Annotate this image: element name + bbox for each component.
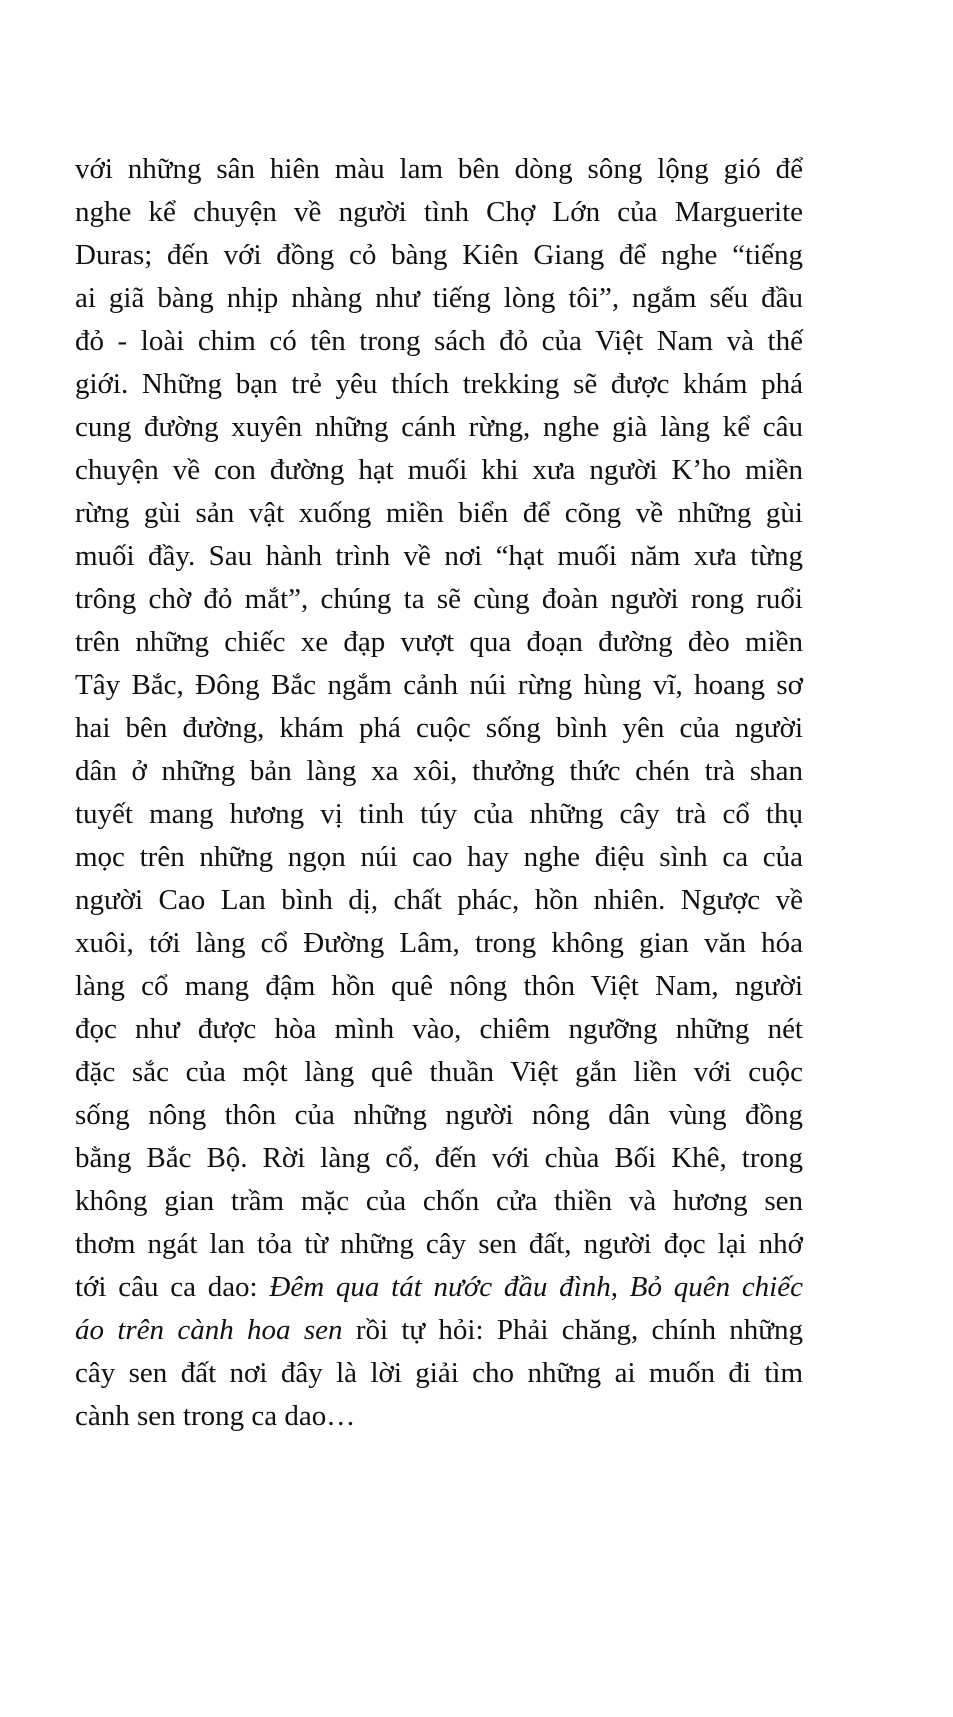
text-line <box>75 793 803 836</box>
text-line <box>75 1137 803 1180</box>
text-line <box>75 922 803 965</box>
text-segment: muối đầy. Sau hành trình về nơi “hạt muối năm xưa từng <box>75 540 803 572</box>
italic-quote: áo trên cành hoa sen <box>75 1314 343 1346</box>
text-line <box>75 1223 803 1266</box>
italic-quote: Đêm qua tát nước đầu đình, Bỏ quên chiếc <box>269 1271 803 1303</box>
text-line <box>75 535 803 578</box>
text-segment: không gian trầm mặc của chốn cửa thiền và hương sen <box>75 1185 803 1217</box>
text-line <box>75 492 803 535</box>
text-segment: rồi tự hỏi: Phải chăng, chính những <box>342 1314 803 1346</box>
text-segment: rừng gùi sản vật xuống miền biển để cõng về những gùi <box>75 497 803 529</box>
text-line <box>75 836 803 879</box>
text-segment: dân ở những bản làng xa xôi, thưởng thức chén trà shan <box>75 755 803 787</box>
text-segment: Duras; đến với đồng cỏ bàng Kiên Giang để nghe “tiếng <box>75 239 803 271</box>
text-segment: sống nông thôn của những người nông dân vùng đồng <box>75 1099 803 1131</box>
text-segment: đỏ - loài chim có tên trong sách đỏ của Việt Nam và thế <box>75 325 803 357</box>
text-segment: cung đường xuyên những cánh rừng, nghe già làng kể câu <box>75 411 803 443</box>
text-line <box>75 965 803 1008</box>
text-segment: đặc sắc của một làng quê thuần Việt gắn liền với cuộc <box>75 1056 803 1088</box>
text-line <box>75 1266 803 1309</box>
text-segment: đọc như được hòa mình vào, chiêm ngưỡng những nét <box>75 1013 803 1045</box>
text-segment: xuôi, tới làng cổ Đường Lâm, trong không gian văn hóa <box>75 927 803 959</box>
text-line <box>75 879 803 922</box>
page-body-text <box>75 148 803 1438</box>
text-line <box>75 406 803 449</box>
text-line <box>75 1051 803 1094</box>
text-line <box>75 750 803 793</box>
text-line <box>75 1008 803 1051</box>
text-line <box>75 1309 803 1352</box>
text-line <box>75 277 803 320</box>
text-segment: Tây Bắc, Đông Bắc ngắm cảnh núi rừng hùng vĩ, hoang sơ <box>75 669 803 701</box>
text-segment: bằng Bắc Bộ. Rời làng cổ, đến với chùa Bối Khê, trong <box>75 1142 803 1174</box>
text-line <box>75 234 803 277</box>
text-segment: tuyết mang hương vị tinh túy của những cây trà cổ thụ <box>75 798 803 830</box>
text-line <box>75 1395 803 1438</box>
text-segment: mọc trên những ngọn núi cao hay nghe điệu sình ca của <box>75 841 803 873</box>
text-segment: chuyện về con đường hạt muối khi xưa người K’ho miền <box>75 454 803 486</box>
text-segment: cành sen trong ca dao… <box>75 1400 356 1432</box>
text-segment: trông chờ đỏ mắt”, chúng ta sẽ cùng đoàn người rong ruổi <box>75 583 803 615</box>
text-segment: tới câu ca dao: <box>75 1271 270 1303</box>
text-segment: làng cổ mang đậm hồn quê nông thôn Việt Nam, người <box>75 970 803 1002</box>
text-segment: cây sen đất nơi đây là lời giải cho những ai muốn đi tìm <box>75 1357 803 1389</box>
text-line <box>75 621 803 664</box>
text-line <box>75 1180 803 1223</box>
text-line <box>75 578 803 621</box>
text-segment: ai giã bàng nhịp nhàng như tiếng lòng tôi”, ngắm sếu đầu <box>75 282 803 314</box>
text-line <box>75 664 803 707</box>
text-line <box>75 707 803 750</box>
text-line <box>75 449 803 492</box>
text-segment: với những sân hiên màu lam bên dòng sông lộng gió để <box>75 153 803 185</box>
text-line <box>75 363 803 406</box>
text-line <box>75 1352 803 1395</box>
text-segment: giới. Những bạn trẻ yêu thích trekking sẽ được khám phá <box>75 368 803 400</box>
text-segment: thơm ngát lan tỏa từ những cây sen đất, người đọc lại nhớ <box>75 1228 803 1260</box>
text-segment: hai bên đường, khám phá cuộc sống bình yên của người <box>75 712 803 744</box>
text-line <box>75 320 803 363</box>
text-segment: trên những chiếc xe đạp vượt qua đoạn đường đèo miền <box>75 626 803 658</box>
text-segment: nghe kể chuyện về người tình Chợ Lớn của Marguerite <box>75 196 803 228</box>
text-segment: người Cao Lan bình dị, chất phác, hồn nhiên. Ngược về <box>75 884 803 916</box>
text-line <box>75 191 803 234</box>
text-line <box>75 1094 803 1137</box>
text-line <box>75 148 803 191</box>
